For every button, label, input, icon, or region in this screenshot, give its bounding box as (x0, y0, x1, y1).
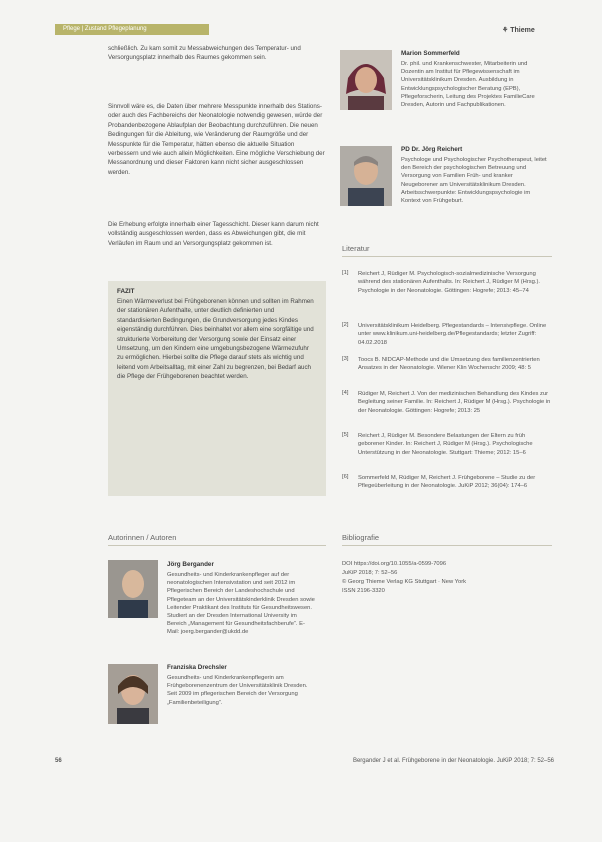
reference-item: Rüdiger M, Reichert J. Von der medizinischen Behandlung des Kindes zur Begleitung seiner Familie. In: Reichert J, Rüdiger M (Hrsg.). Psychologie in der Neonatologie. Göttingen: Hogrefe; 2013: 25 (358, 391, 551, 414)
publisher-logo-text: Thieme (510, 27, 535, 34)
reference-item: Sommerfeld M, Rüdiger M, Reichert J. Frühgeborene – Studie zu der Pflegeüberleitung in der Neonatologie. JuKiP 2012; 36(04): 174–6 (358, 475, 536, 490)
author-bio-reichert: Psychologe und Psychologischer Psychotherapeut, leitet den Bereich der psychologischen Betreuung und Versorgung von Familien Früh- und kranker Neugeborener am Universitätsklinikum Dresden. Arbeitsschwerpunkte: Entwicklungspsychologie im Kontext von Frühgeburt. (401, 157, 547, 205)
author-bio-sommerfeld: Dr. phil. und Krankenschwester, Mitarbeiterin und Dozentin am Institut für Pflegewissenschaft im Universitätsklinikum Dresden. Ausbildung in Entwicklungspsychologischer Beratung (EPB), Pflegeforscherin, Leitung des Projektes FamilieCare Dresden, Autorin und Fachpublikationen. (401, 61, 535, 109)
reference-item: Reichert J, Rüdiger M. Besondere Belastungen der Eltern zu früh geborener Kinder. In: Reichert J, Rüdiger M (Hrsg.). Psychologische Unterstützung in der Neonatologie. Stuttgart: Thieme; 2012: 15–6 (358, 433, 533, 456)
reference-number: [3] (342, 356, 349, 362)
author-name-drechsler: Franziska Drechsler (167, 664, 227, 671)
reference-number: [6] (342, 474, 349, 480)
body-paragraph-2: Sinnvoll wäre es, die Daten über mehrere Messpunkte innerhalb des Stations- oder auch des Fachbereichs der Neonatologie notwendig gewesen, würde der Probandenbezogene Ablaufplan der Beobachtung durchzuführen. Die neuen Bedingungen für die Ableitung, wie Veränderung der Raumgröße und der Messpunkte für die Temperatur, hätten ebenso die aktuelle Situation verbessern und wie auch allein Möglichkeiten. Eine mögliche Verschiebung der Messanordnung und dieser Faktoren kann nicht sicher ausgeschlossen werden. (108, 103, 325, 176)
authors-heading: Autorinnen / Autoren (108, 533, 177, 542)
references-heading: Literatur (342, 244, 370, 253)
authors-divider (108, 545, 326, 546)
bibliography-divider (342, 545, 552, 546)
publisher-logo: ⚘ Thieme (502, 27, 535, 34)
section-label: Pflege | Zustand Pflegeplanung (63, 26, 147, 32)
footer-citation: Bergander J et al. Frühgeborene in der Neonatologie. JuKiP 2018; 7: 52–56 (352, 758, 554, 764)
page-number: 56 (55, 758, 62, 764)
reference-item: Toocs B. NIDCAP-Methode und die Umsetzung des familienzentrierten Ansatzes in der Neonatologie. Wiener Klin Wochenschr 2009; 48: 5 (358, 357, 540, 372)
reference-number: [5] (342, 432, 349, 438)
fazit-heading: FAZIT (117, 288, 135, 295)
author-bio-bergander: Gesundheits- und Kinderkrankenpfleger auf der neonatologischen Intensivstation und seit 2012 im Pflegerischen Bereich der Landeshochschule und Pflegeteam an der Universitätskinderklinik Dresden sowie Leitender Praktikant des Instituts für Gesundheitswesen. Studiert an der Dresden International University im Bereich „Management für Gesundheitsfachberufe“. E-Mail: joerg.bergander@ukdd.de (167, 572, 315, 636)
reference-number: [4] (342, 390, 349, 396)
reference-item: Reichert J, Rüdiger M. Psychologisch-sozialmedizinische Versorgung während des stationären Aufenthalts. In: Reichert J, Rüdiger M (Hrsg.). Psychologie in der Neonatologie. Göttingen: Hogrefe; 2013: 45–74 (358, 271, 541, 294)
reference-number: [1] (342, 270, 349, 276)
author-bio-drechsler: Gesundheits- und Kinderkrankenpflegerin am Frühgeborenenzentrum der Universitätsklinik Dresden. Seit 2009 im pflegerischen Bereich der Versorgung „Familienbeteiligung“. (167, 675, 308, 706)
author-photo-reichert (340, 146, 392, 206)
reference-item: Universitätsklinikum Heidelberg. Pflegestandards – Intensivpflege. Online unter www.klinikum.uni-heidelberg.de/Pflegestandards; letzter Zugriff: 04.02.2018 (358, 323, 547, 346)
references-divider (342, 256, 552, 257)
bibliography-copyright: © Georg Thieme Verlag KG Stuttgart · New York (342, 579, 467, 585)
section-bar (55, 24, 209, 35)
body-paragraph-1: schließlich. Zu kam somit zu Messabweichungen des Temperatur- und Versorgungsplatz innerhalb des Raumes gekommen sein. (108, 45, 301, 62)
author-name-reichert: PD Dr. Jörg Reichert (401, 146, 463, 153)
author-photo-sommerfeld (340, 50, 392, 110)
bibliography-journal: JuKiP 2018; 7: 52–56 (342, 570, 398, 576)
author-photo-drechsler (108, 664, 158, 724)
bibliography-heading: Bibliografie (342, 533, 380, 542)
bibliography-doi: DOI https://doi.org/10.1055/a-0599-7096 (342, 561, 447, 567)
bibliography-issn: ISSN 2196-3320 (342, 588, 385, 594)
author-name-sommerfeld: Marion Sommerfeld (401, 50, 460, 57)
reference-number: [2] (342, 322, 349, 328)
fazit-box (108, 281, 326, 496)
author-name-bergander: Jörg Bergander (167, 561, 214, 568)
body-paragraph-3: Die Erhebung erfolgte innerhalb einer Tagesschicht. Dieser kann darum nicht vollständig ausgeschlossen werden, dass es Abweichungen gibt, die mit Verläufen im Raum und an Versorgungsplatz gekommen ist. (108, 221, 319, 247)
author-photo-bergander (108, 560, 158, 618)
fazit-text: Einen Wärmeverlust bei Frühgeborenen können und sollten im Rahmen der stationären Aufenthalte, unter deutlich definierten und standardisierten Bedingungen, die Grundversorgung jedes Kindes eigenständig durchführen. Dies beinhaltet vor allem eine sorgfältige und strukturierte Vorbereitung der Versorgung sowie der Einsatz einer Umsetzung, um den Kindern eine umgebungsbezogene Wärmezufuhr zu ermöglichen. Hierbei sollte die Pflege darauf stets als wichtig und leitend vom Arbeitsalltag, mit einer Zahl zu begrenzen, bei Bedarf auch die Pflege der Frühgeborenen beachtet werden. (117, 298, 314, 381)
